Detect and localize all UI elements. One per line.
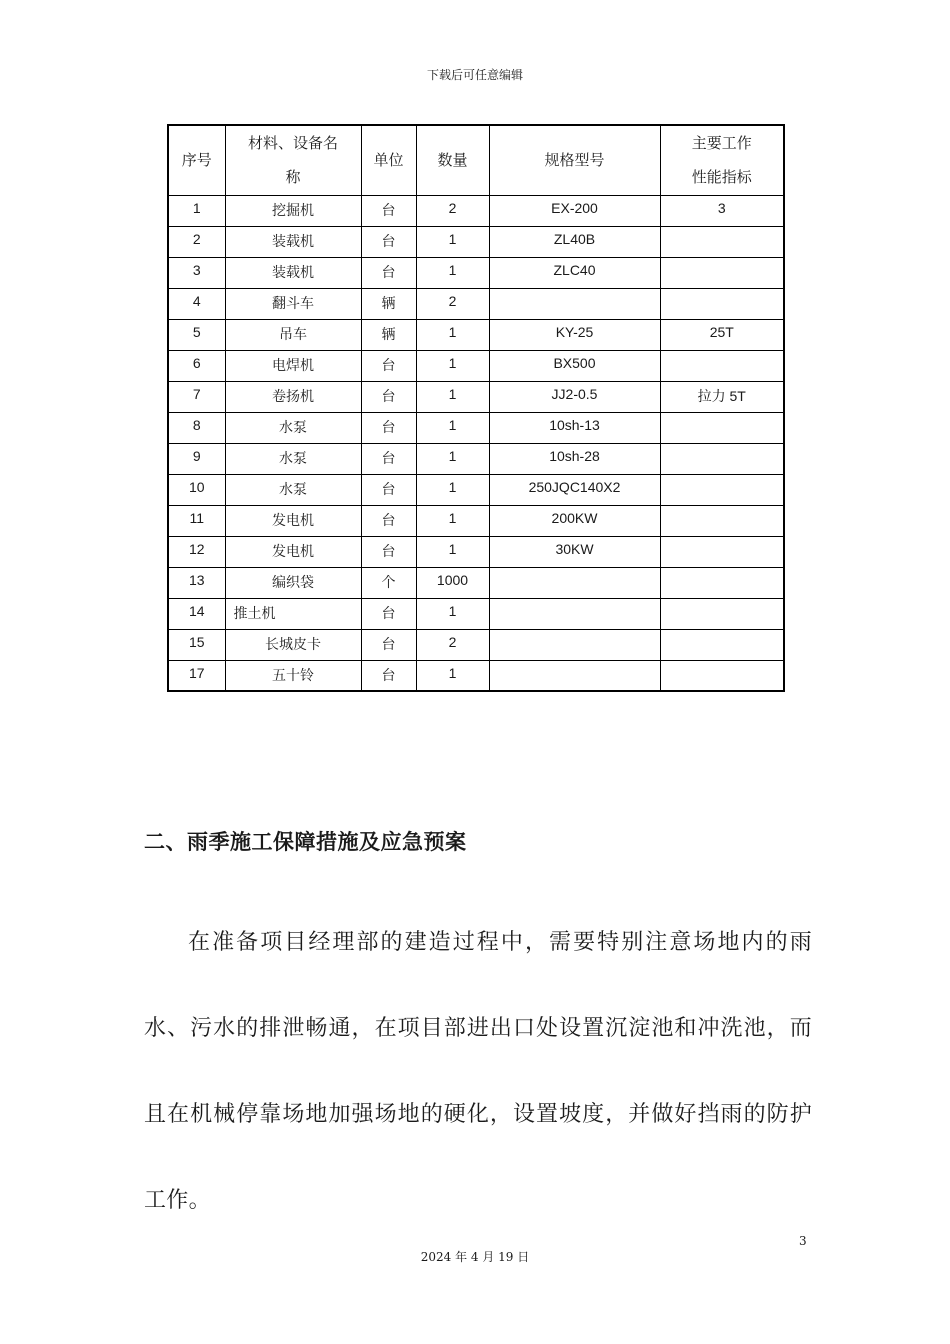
table-row [168,567,784,598]
cell-spec: KY-25 [489,319,660,350]
cell-unit: 台 [361,226,416,257]
cell-perf [660,412,784,443]
cell-no: 5 [168,319,225,350]
cell-unit: 辆 [361,288,416,319]
table-row [168,288,784,319]
cell-spec: 10sh-28 [489,443,660,474]
page-footer-date: 2024 年 4 月 19 日 [420,1250,530,1264]
table-row [168,505,784,536]
table-row [168,319,784,350]
cell-name: 水泵 [225,443,361,474]
page-number: 3 [799,1234,807,1248]
cell-qty: 1 [416,443,489,474]
header-spec: 规格型号 [489,125,660,195]
cell-unit: 台 [361,350,416,381]
cell-unit: 台 [361,505,416,536]
cell-spec [489,629,660,660]
cell-name: 翻斗车 [225,288,361,319]
table-body [168,195,784,691]
cell-unit: 个 [361,567,416,598]
cell-name: 发电机 [225,505,361,536]
cell-name: 电焊机 [225,350,361,381]
cell-perf: 3 [660,195,784,226]
cell-no: 17 [168,660,225,691]
section-title: 二、雨季施工保障措施及应急预案 [144,830,467,854]
cell-spec: ZL40B [489,226,660,257]
cell-unit: 台 [361,443,416,474]
cell-qty: 1 [416,319,489,350]
cell-spec: EX-200 [489,195,660,226]
cell-no: 14 [168,598,225,629]
table-row [168,474,784,505]
cell-perf [660,226,784,257]
cell-unit: 台 [361,195,416,226]
cell-qty: 1 [416,505,489,536]
cell-unit: 台 [361,536,416,567]
cell-spec [489,660,660,691]
cell-name: 长城皮卡 [225,629,361,660]
cell-spec: ZLC40 [489,257,660,288]
table-row [168,443,784,474]
cell-unit: 台 [361,257,416,288]
cell-qty: 1 [416,381,489,412]
cell-unit: 台 [361,381,416,412]
header-name-text: 材料、设备名称 [247,134,338,187]
cell-unit: 台 [361,598,416,629]
cell-name: 发电机 [225,536,361,567]
table-row [168,412,784,443]
cell-no: 4 [168,288,225,319]
cell-perf [660,536,784,567]
cell-qty: 2 [416,629,489,660]
cell-qty: 1 [416,350,489,381]
cell-perf [660,257,784,288]
cell-no: 7 [168,381,225,412]
cell-qty: 2 [416,288,489,319]
cell-perf [660,598,784,629]
cell-unit: 台 [361,412,416,443]
cell-unit: 台 [361,629,416,660]
cell-qty: 1000 [416,567,489,598]
table-row [168,536,784,567]
cell-spec: 250JQC140X2 [489,474,660,505]
cell-name: 水泵 [225,474,361,505]
table-row [168,195,784,226]
cell-perf: 拉力 5T [660,381,784,412]
cell-perf [660,629,784,660]
cell-spec [489,567,660,598]
cell-no: 3 [168,257,225,288]
cell-unit: 台 [361,660,416,691]
header-name [225,125,361,195]
cell-spec: 200KW [489,505,660,536]
section-paragraph: 在准备项目经理部的建造过程中，需要特别注意场地内的雨水、污水的排泄畅通，在项目部进出口处设置沉淀池和冲洗池，而且在机械停靠场地加强场地的硬化，设置坡度，并做好挡雨的防护工作。 [144,930,812,1213]
cell-name: 吊车 [225,319,361,350]
table-row [168,381,784,412]
cell-name: 卷扬机 [225,381,361,412]
cell-name: 装载机 [225,257,361,288]
table-row [168,226,784,257]
cell-no: 9 [168,443,225,474]
cell-no: 12 [168,536,225,567]
cell-unit: 台 [361,474,416,505]
cell-perf [660,288,784,319]
cell-no: 2 [168,226,225,257]
cell-qty: 2 [416,195,489,226]
cell-qty: 1 [416,474,489,505]
cell-perf [660,474,784,505]
cell-name: 推土机 [225,598,361,629]
cell-no: 6 [168,350,225,381]
cell-perf [660,350,784,381]
cell-name: 编织袋 [225,567,361,598]
cell-qty: 1 [416,536,489,567]
cell-no: 15 [168,629,225,660]
cell-name: 五十铃 [225,660,361,691]
cell-no: 1 [168,195,225,226]
header-qty: 数量 [416,125,489,195]
table-row [168,629,784,660]
cell-perf [660,505,784,536]
cell-qty: 1 [416,226,489,257]
header-no: 序号 [168,125,225,195]
header-perf-text: 主要工作性能指标 [691,134,752,187]
cell-spec: 10sh-13 [489,412,660,443]
table-row [168,598,784,629]
table-row [168,350,784,381]
cell-spec [489,598,660,629]
cell-qty: 1 [416,412,489,443]
cell-no: 13 [168,567,225,598]
cell-spec: 30KW [489,536,660,567]
cell-unit: 辆 [361,319,416,350]
cell-qty: 1 [416,598,489,629]
cell-perf [660,443,784,474]
page-header: 下载后可任意编辑 [426,68,523,82]
cell-no: 8 [168,412,225,443]
cell-spec: BX500 [489,350,660,381]
header-unit: 单位 [361,125,416,195]
header-perf [660,125,784,195]
cell-name: 挖掘机 [225,195,361,226]
table-header-row [168,125,784,195]
cell-spec: JJ2-0.5 [489,381,660,412]
table-row [168,257,784,288]
cell-no: 11 [168,505,225,536]
cell-perf [660,660,784,691]
cell-no: 10 [168,474,225,505]
equipment-table [167,124,785,692]
cell-qty: 1 [416,660,489,691]
cell-name: 水泵 [225,412,361,443]
cell-perf [660,567,784,598]
cell-name: 装载机 [225,226,361,257]
cell-perf: 25T [660,319,784,350]
cell-spec [489,288,660,319]
table-row [168,660,784,691]
cell-qty: 1 [416,257,489,288]
